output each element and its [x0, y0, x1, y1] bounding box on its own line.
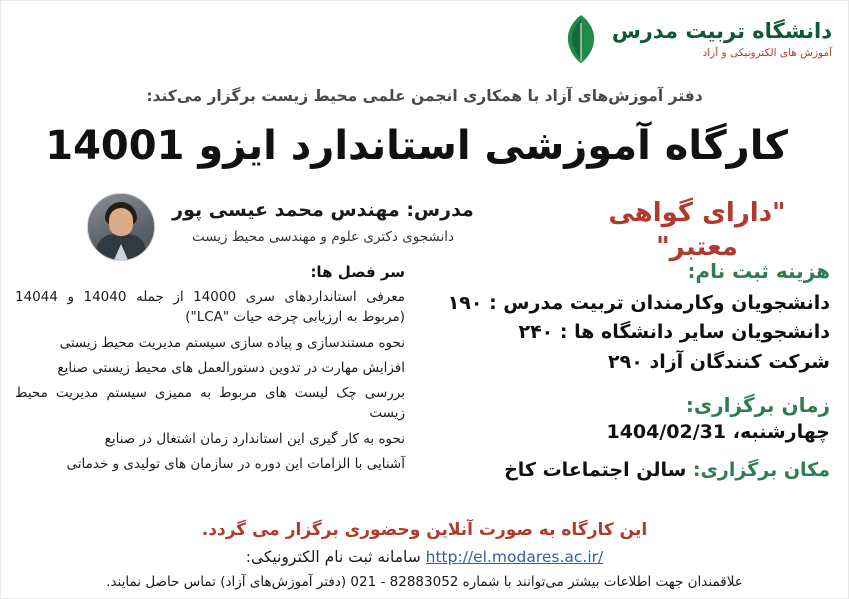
university-logo-block [558, 13, 832, 65]
contact-line: علاقمندان جهت اطلاعات بیشتر می‌توانند با شماره 82883052 - 021 (دفتر آموزش‌های آزاد) تماس حاصل نمایند. [106, 574, 743, 590]
place-line [480, 459, 830, 481]
time-value: چهارشنبه، 1404/02/31 [606, 421, 830, 444]
syllabus-item: نحوه به کار گیری این استاندارد زمان اشتغال در صنایع [104, 430, 405, 447]
registration-line [1, 548, 848, 566]
university-name: دانشگاه تربیت مدرس [611, 18, 832, 43]
intro-line: دفتر آموزش‌های آزاد با همکاری انجمن علمی محیط زیست برگزار می‌کند: [146, 87, 703, 105]
instructor-block [87, 193, 477, 261]
tarbiat-modares-leaf-logo-icon [558, 13, 604, 65]
poster-header [1, 9, 848, 87]
syllabus-block [15, 263, 405, 479]
instructor-portrait-avatar [87, 193, 155, 261]
delivery-mode-note: این کارگاه به صورت آنلاین وحضوری برگزار می گردد. [201, 520, 648, 540]
fees-heading: هزینه ثبت نام: [687, 259, 830, 283]
fee-row: شرکت کنندگان آزاد ۲۹۰ [608, 350, 830, 373]
fee-row: دانشجویان سایر دانشگاه ها : ۲۴۰ [518, 321, 830, 344]
syllabus-item: افزایش مهارت در تدوین دستورالعمل های محیط زیستی صنایع [57, 359, 405, 376]
syllabus-item: آشنایی با الزامات این دوره در سازمان های تولیدی و خدماتی [66, 455, 405, 472]
page-title: کارگاه آموزشی استاندارد ایزو 14001 [45, 123, 788, 169]
syllabus-heading: سر فصل ها: [310, 263, 405, 281]
instructor-name: مدرس: مهندس محمد عیسی پور [172, 199, 474, 221]
certificate-note: "دارای گواهی معتبر" [608, 198, 786, 262]
place-label: مکان برگزاری: [692, 459, 830, 482]
instructor-role: دانشجوی دکتری علوم و مهندسی محیط زیست [191, 229, 455, 245]
instructor-text [169, 193, 477, 245]
syllabus-item: بررسی چک لیست های مربوط به ممیزی سیستم مدیریت محیط زیست [15, 385, 405, 422]
university-logo-text [612, 18, 832, 60]
place-value: سالن اجتماعات کاخ [504, 459, 687, 482]
poster-footer [1, 520, 848, 590]
registration-label: سامانه ثبت نام الکترونیکی: [245, 548, 421, 566]
syllabus-item: نحوه مستندسازی و پیاده سازی سیستم مدیریت محیط زیستی [59, 334, 405, 351]
syllabus-item: معرفی استانداردهای سری 14000 از جمله 14040 و 14044 (مربوط به ارزیابی چرخه حیات "LCA") [15, 289, 405, 326]
registration-url-link[interactable]: http://el.modares.ac.ir/ [425, 548, 604, 566]
university-subtitle: آموزش های الکترونیکی و آزاد [702, 47, 832, 60]
fee-row: دانشجویان وکارمندان تربیت مدرس : ۱۹۰ [447, 292, 830, 314]
time-heading: زمان برگزاری: [685, 393, 830, 418]
registration-details [447, 259, 830, 482]
